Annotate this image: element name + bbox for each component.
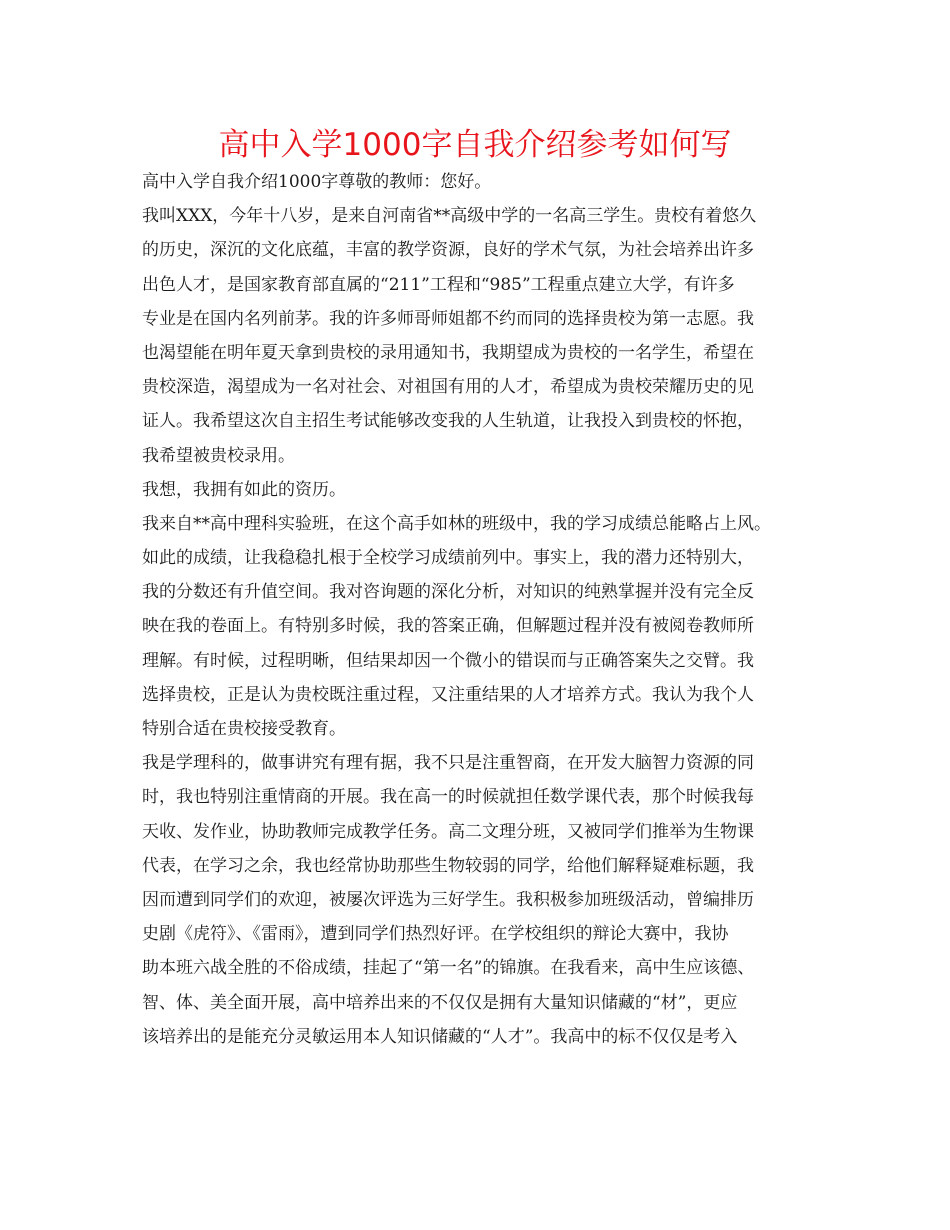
text-line: 贵校深造，渴望成为一名对社会、对祖国有用的人才，希望成为贵校荣耀历史的见 xyxy=(142,377,754,398)
text-line: 出色人才，是国家教育部直属的“211”工程和“985”工程重点建立大学，有许多 xyxy=(142,274,735,295)
document-title: 高中入学1000字自我介绍参考如何写 xyxy=(218,127,732,163)
text-line: 专业是在国内名列前茅。我的许多师哥师姐都不约而同的选择贵校为第一志愿。我 xyxy=(142,308,754,329)
text-line: 史剧《虎符》、《雷雨》，遭到同学们热烈好评。在学校组织的辩论大赛中，我协 xyxy=(142,924,729,945)
text-line: 我的分数还有升值空间。我对咨询题的深化分析，对知识的纯熟掌握并没有完全反 xyxy=(142,582,754,603)
document-body xyxy=(142,165,822,1054)
text-line: 该培养出的是能充分灵敏运用本人知识储藏的“人才”。我高中的标不仅仅是考入 xyxy=(142,1026,738,1047)
text-line: 我来自**高中理科实验班，在这个高手如林的班级中，我的学习成绩总能略占上风。 xyxy=(142,513,771,534)
text-line: 时，我也特别注重情商的开展。我在高一的时候就担任数学课代表，那个时候我每 xyxy=(142,787,754,808)
text-line: 代表，在学习之余，我也经常协助那些生物较弱的同学，给他们解释疑难标题，我 xyxy=(142,855,754,876)
text-line: 我希望被贵校录用。 xyxy=(142,445,295,466)
text-line: 也渴望能在明年夏天拿到贵校的录用通知书，我期望成为贵校的一名学生，希望在 xyxy=(142,342,754,363)
text-line: 特别合适在贵校接受教育。 xyxy=(142,719,346,739)
text-line: 智、体、美全面开展，高中培养出来的不仅仅是拥有大量知识储藏的“材”，更应 xyxy=(142,992,738,1013)
text-line: 我想，我拥有如此的资历。 xyxy=(142,479,346,500)
text-line: 的历史，深沉的文化底蕴，丰富的教学资源，良好的学术气氛，为社会培养出许多 xyxy=(142,240,754,261)
text-line: 助本班六战全胜的不俗成绩，挂起了“第一名”的锦旗。在我看来，高中生应该德、 xyxy=(142,958,755,979)
text-line: 映在我的卷面上。有特别多时候，我的答案正确，但解题过程并没有被阅卷教师所 xyxy=(142,616,754,637)
text-line: 我叫XXX，今年十八岁，是来自河南省**高级中学的一名高三学生。贵校有着悠久 xyxy=(142,206,757,227)
text-line: 高中入学自我介绍1000字尊敬的教师：您好。 xyxy=(142,172,492,192)
text-line: 理解。有时候，过程明晰，但结果却因一个微小的错误而与正确答案失之交臂。我 xyxy=(142,650,754,671)
text-line: 因而遭到同学们的欢迎，被屡次评选为三好学生。我积极参加班级活动，曾编排历 xyxy=(142,889,754,910)
text-line: 我是学理科的，做事讲究有理有据，我不只是注重智商，在开发大脑智力资源的同 xyxy=(142,753,754,774)
text-line: 天收、发作业，协助教师完成教学任务。高二文理分班，又被同学们推举为生物课 xyxy=(142,821,754,842)
text-line: 如此的成绩，让我稳稳扎根于全校学习成绩前列中。事实上，我的潜力还特别大， xyxy=(142,548,754,569)
text-line: 选择贵校，正是认为贵校既注重过程，又注重结果的人才培养方式。我认为我个人 xyxy=(142,684,754,705)
text-line: 证人。我希望这次自主招生考试能够改变我的人生轨道，让我投入到贵校的怀抱， xyxy=(142,411,754,432)
